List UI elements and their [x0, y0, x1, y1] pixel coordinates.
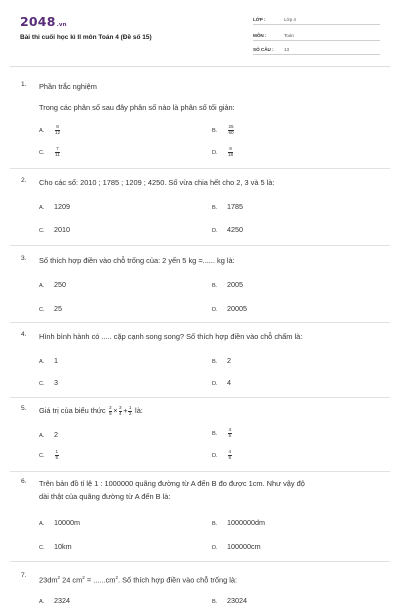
option-label: C.	[39, 228, 45, 234]
option-label: D.	[212, 453, 218, 459]
option-label: C.	[39, 150, 45, 156]
option-label: D.	[212, 307, 218, 313]
option-c[interactable]	[39, 542, 72, 551]
question-number: 3.	[21, 255, 27, 262]
meta-count-row	[253, 44, 380, 55]
option-label: A.	[39, 599, 45, 605]
question-text: Số thích hợp điền vào chỗ trống của: 2 yến 5 kg =...... kg là:	[39, 256, 235, 265]
question-number: 6.	[21, 478, 27, 485]
question-divider	[10, 168, 390, 169]
question-divider	[10, 245, 390, 246]
meta-subject-row	[253, 30, 380, 41]
question-text-part: 24 cm	[62, 575, 83, 585]
option-value: 25	[54, 304, 62, 313]
question-text: Cho các số: 2010 ; 1785 ; 1209 ; 4250. Số vừa chia hết cho 2, 3 và 5 là:	[39, 178, 275, 187]
option-value: 4250	[227, 225, 243, 234]
option-b[interactable]	[212, 202, 243, 211]
option-label: A.	[39, 283, 45, 289]
question-divider	[10, 322, 390, 323]
question-text-part: 23dm	[39, 575, 58, 585]
option-value: 1785	[227, 202, 243, 211]
option-a[interactable]	[39, 356, 58, 365]
question-number: 1.	[21, 81, 27, 88]
option-d[interactable]	[212, 147, 234, 157]
question-text-prefix: Giá trị của biểu thức	[39, 406, 106, 415]
option-c[interactable]	[39, 304, 62, 313]
header-divider	[10, 66, 390, 67]
option-label: D.	[212, 381, 218, 387]
option-b[interactable]	[212, 356, 231, 365]
option-a[interactable]	[39, 596, 70, 605]
logo-main: 2048	[20, 14, 56, 29]
option-d[interactable]	[212, 225, 243, 234]
option-label: C.	[39, 453, 45, 459]
option-label: A.	[39, 521, 45, 527]
option-fraction: $\frac{25}{60}$	[228, 124, 234, 135]
option-d[interactable]	[212, 378, 231, 387]
option-a[interactable]	[39, 125, 61, 135]
question-divider	[10, 561, 390, 562]
option-c[interactable]	[39, 225, 70, 234]
option-c[interactable]	[39, 147, 61, 157]
option-a[interactable]	[39, 280, 66, 289]
option-label: A.	[39, 359, 45, 365]
superscript: 2	[115, 575, 118, 580]
meta-class-value: Lớp 4	[284, 17, 296, 22]
meta-class-key: LỚP :	[253, 17, 266, 22]
option-label: B.	[212, 283, 218, 289]
option-value: 1209	[54, 202, 70, 211]
option-c[interactable]	[39, 378, 58, 387]
option-b[interactable]	[212, 596, 247, 605]
question-number: 4.	[21, 331, 27, 338]
option-value: 250	[54, 280, 66, 289]
option-label: A.	[39, 205, 45, 211]
meta-class-row	[253, 14, 380, 25]
option-label: D.	[212, 545, 218, 551]
option-value: 100000cm	[227, 542, 261, 551]
question-number: 7.	[21, 572, 27, 579]
option-fraction: $\frac{8}{12}$	[55, 124, 61, 135]
option-value: 1000000dm	[227, 518, 265, 527]
question-text-part: = ......cm	[86, 575, 116, 585]
option-a[interactable]	[39, 202, 70, 211]
option-label: B.	[212, 431, 218, 437]
option-value: 3	[54, 378, 58, 387]
question-text: Hình bình hành có ..... cặp cạnh song song? Số thích hợp điền vào chỗ chấm là:	[39, 332, 303, 341]
option-value: 23024	[227, 596, 247, 605]
question-text-part: . Số thích hợp điền vào chỗ trống là:	[118, 575, 238, 585]
option-label: C.	[39, 381, 45, 387]
option-fraction: $\frac{4}{5}$	[228, 427, 232, 438]
logo-suffix: .vn	[56, 22, 67, 28]
option-d[interactable]	[212, 542, 261, 551]
option-fraction: $\frac{4}{5}$	[228, 449, 232, 460]
superscript: 2	[82, 575, 85, 580]
option-a[interactable]	[39, 430, 58, 439]
option-b[interactable]	[212, 518, 265, 527]
option-label: A.	[39, 433, 45, 439]
question-text-suffix: là:	[135, 406, 143, 415]
option-label: B.	[212, 359, 218, 365]
option-value: 2	[227, 356, 231, 365]
option-label: A.	[39, 128, 45, 134]
option-label: B.	[212, 128, 218, 134]
page-header	[0, 0, 400, 66]
option-label: C.	[39, 307, 45, 313]
option-fraction: $\frac{1}{5}$	[55, 449, 59, 460]
option-a[interactable]	[39, 518, 80, 527]
option-label: C.	[39, 545, 45, 551]
option-label: D.	[212, 228, 218, 234]
question-text	[39, 572, 379, 586]
expr-fraction-1: $\frac{2}{5}$	[109, 404, 112, 416]
option-value: 2324	[54, 596, 70, 605]
option-b[interactable]	[212, 428, 233, 438]
option-value: 2010	[54, 225, 70, 234]
question-text: Trong các phân số sau đây phân số nào là phân số tối giản:	[39, 103, 235, 112]
question-number: 2.	[21, 177, 27, 184]
option-value: 20005	[227, 304, 247, 313]
option-value: 10km	[54, 542, 72, 551]
superscript: 2	[57, 575, 61, 580]
option-d[interactable]	[212, 450, 233, 460]
meta-count-key: SỐ CÂU :	[253, 47, 274, 52]
question-divider	[10, 397, 390, 398]
question-text-line-2: dài thật của quãng đường từ A đến B là:	[39, 492, 171, 501]
option-value: 10000m	[54, 518, 80, 527]
option-value: 2005	[227, 280, 243, 289]
logo	[20, 14, 67, 29]
option-value: 1	[54, 356, 58, 365]
question-text	[39, 405, 379, 417]
expr-operator: ×	[113, 406, 118, 415]
expr-operator: +	[123, 406, 128, 415]
option-label: B.	[212, 599, 218, 605]
option-c[interactable]	[39, 450, 60, 460]
option-fraction: $\frac{7}{11}$	[55, 146, 60, 157]
option-b[interactable]	[212, 125, 235, 135]
meta-subject-key: MÔN :	[253, 33, 267, 38]
option-d[interactable]	[212, 304, 247, 313]
question-section-title: Phần trắc nghiệm	[39, 82, 97, 91]
expr-fraction-2: $\frac{3}{4}$	[119, 404, 122, 416]
option-label: B.	[212, 205, 218, 211]
exam-title: Bài thi cuối học kì II môn Toán 4 (Đề số 15)	[20, 34, 152, 41]
option-value: 2	[54, 430, 58, 439]
option-label: D.	[212, 150, 218, 156]
question-number: 5.	[21, 405, 27, 412]
option-b[interactable]	[212, 280, 243, 289]
question-divider	[10, 471, 390, 472]
option-value: 4	[227, 378, 231, 387]
option-fraction: $\frac{9}{18}$	[228, 146, 234, 157]
question-text-line-1: Trên bản đồ tỉ lệ 1 : 1000000 quãng đường từ A đến B đo được 1cm. Như vậy độ	[39, 479, 305, 488]
option-label: B.	[212, 521, 218, 527]
expr-fraction-3: $\frac{1}{2}$	[128, 404, 132, 416]
meta-count-value: 13	[284, 47, 290, 52]
meta-subject-value: Toán	[284, 33, 294, 38]
